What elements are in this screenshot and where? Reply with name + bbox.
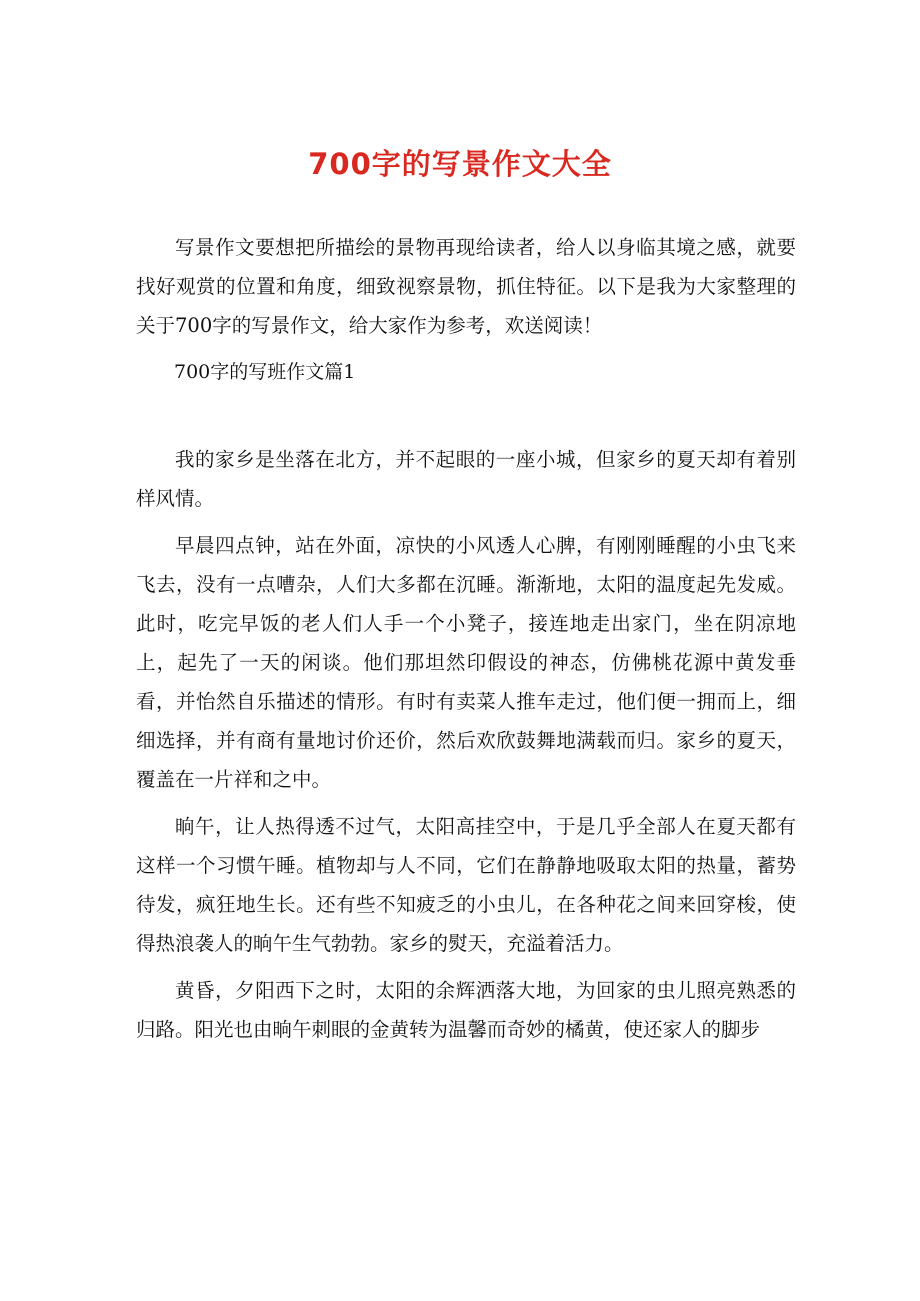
- body-paragraph-1: 我的家乡是坐落在北方，并不起眼的一座小城，但家乡的夏天却有着别样风情。: [136, 448, 796, 510]
- body-paragraph-2: 早晨四点钟，站在外面，凉快的小风透人心脾，有刚刚睡醒的小虫飞来飞去，没有一点嘈杂，人们大多都在沉睡。渐渐地，太阳的温度起先发威。此时，吃完早饭的老人们人手一个小凳子，接连地走出家门，坐在阴凉地上，起先了一天的闲谈。他们那坦然印假设的神态，仿佛桃花源中黄发垂看，并怡然自乐描述的情形。有时有卖菜人推车走过，他们便一拥而上，细细选择，并有商有量地讨价还价，然后欢欣鼓舞地满载而归。家乡的夏天，覆盖在一片祥和之中。: [136, 534, 796, 791]
- body-paragraph-3: 晌午，让人热得透不过气，太阳高挂空中，于是几乎全部人在夏天都有这样一个习惯午睡。植物却与人不同，它们在静静地吸取太阳的热量，蓄势待发，疯狂地生长。还有些不知疲乏的小虫儿，在各种花之间来回穿梭，使得热浪袭人的晌午生气勃勃。家乡的熨天，充溢着活力。: [136, 815, 796, 955]
- document-body: [136, 228, 796, 1057]
- intro-paragraph: 写景作文要想把所描绘的景物再现给读者，给人以身临其境之感，就要找好观赏的位置和角度，细致视察景物，抓住特征。以下是我为大家整理的关于700字的写景作文，给大家作为参考，欢送阅读！: [136, 236, 796, 337]
- document-title: 700字的写景作文大全: [308, 147, 612, 181]
- section-heading: 700字的写班作文篇1: [174, 361, 356, 383]
- body-paragraph-4: 黄昏，夕阳西下之时，太阳的余辉洒落大地，为回家的虫儿照亮熟悉的归路。阳光也由晌午刺眼的金黄转为温馨而奇妙的橘黄，使还家人的脚步: [136, 979, 796, 1041]
